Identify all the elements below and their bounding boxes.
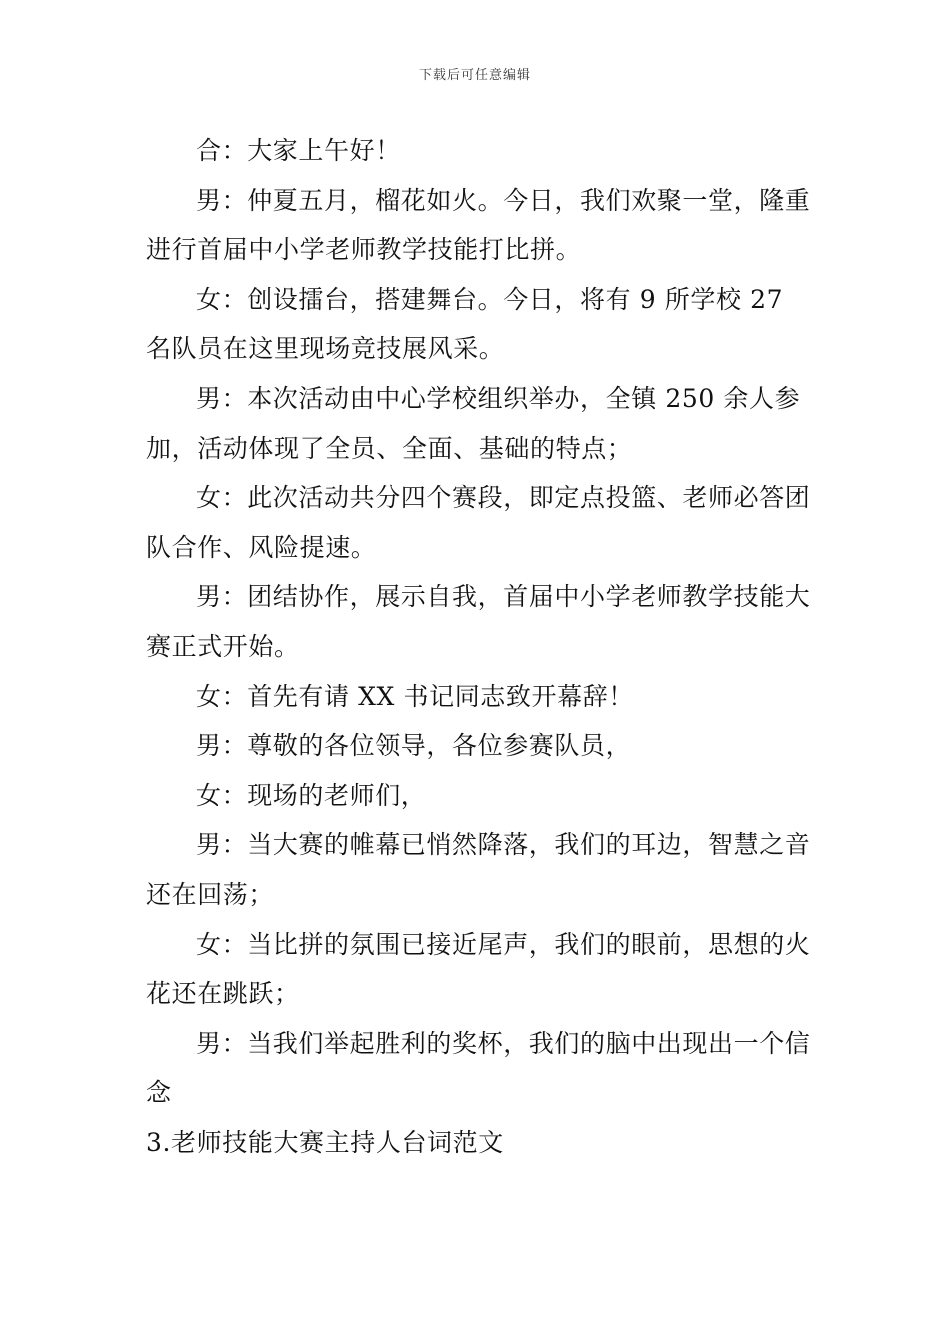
document-body <box>146 126 816 1167</box>
paragraph-11: 女：当比拼的氛围已接近尾声，我们的眼前，思想的火花还在跳跃； <box>146 929 811 1009</box>
paragraph-10: 男：当大赛的帷幕已悄然降落，我们的耳边，智慧之音还在回荡； <box>146 830 811 909</box>
paragraph-5: 女：此次活动共分四个赛段，即定点投篮、老师必答团队合作、风险提速。 <box>146 483 811 562</box>
paragraph-9: 女：现场的老师们， <box>196 780 427 810</box>
paragraph-8: 男：尊敬的各位领导，各位参赛队员， <box>196 731 632 761</box>
section-heading: 3.老师技能大赛主持人台词范文 <box>146 1127 504 1157</box>
page-header: 下载后可任意编辑 <box>418 68 531 83</box>
paragraph-12: 男：当我们举起胜利的奖杯，我们的脑中出现出一个信念 <box>146 1028 811 1108</box>
paragraph-4: 男：本次活动由中心学校组织举办，全镇 250 余人参加，活动体现了全员、全面、基础的特点； <box>146 383 801 463</box>
paragraph-6: 男：团结协作，展示自我，首届中小学老师教学技能大赛正式开始。 <box>146 582 811 661</box>
paragraph-2: 男：仲夏五月，榴花如火。今日，我们欢聚一堂，隆重进行首届中小学老师教学技能打比拼。 <box>146 185 811 265</box>
paragraph-7: 女：首先有请 XX 书记同志致开幕辞！ <box>196 681 634 711</box>
paragraph-1: 合：大家上午好！ <box>196 136 401 165</box>
paragraph-3: 女：创设擂台，搭建舞台。今日，将有 9 所学校 27 名队员在这里现场竞技展风采。 <box>146 284 784 364</box>
